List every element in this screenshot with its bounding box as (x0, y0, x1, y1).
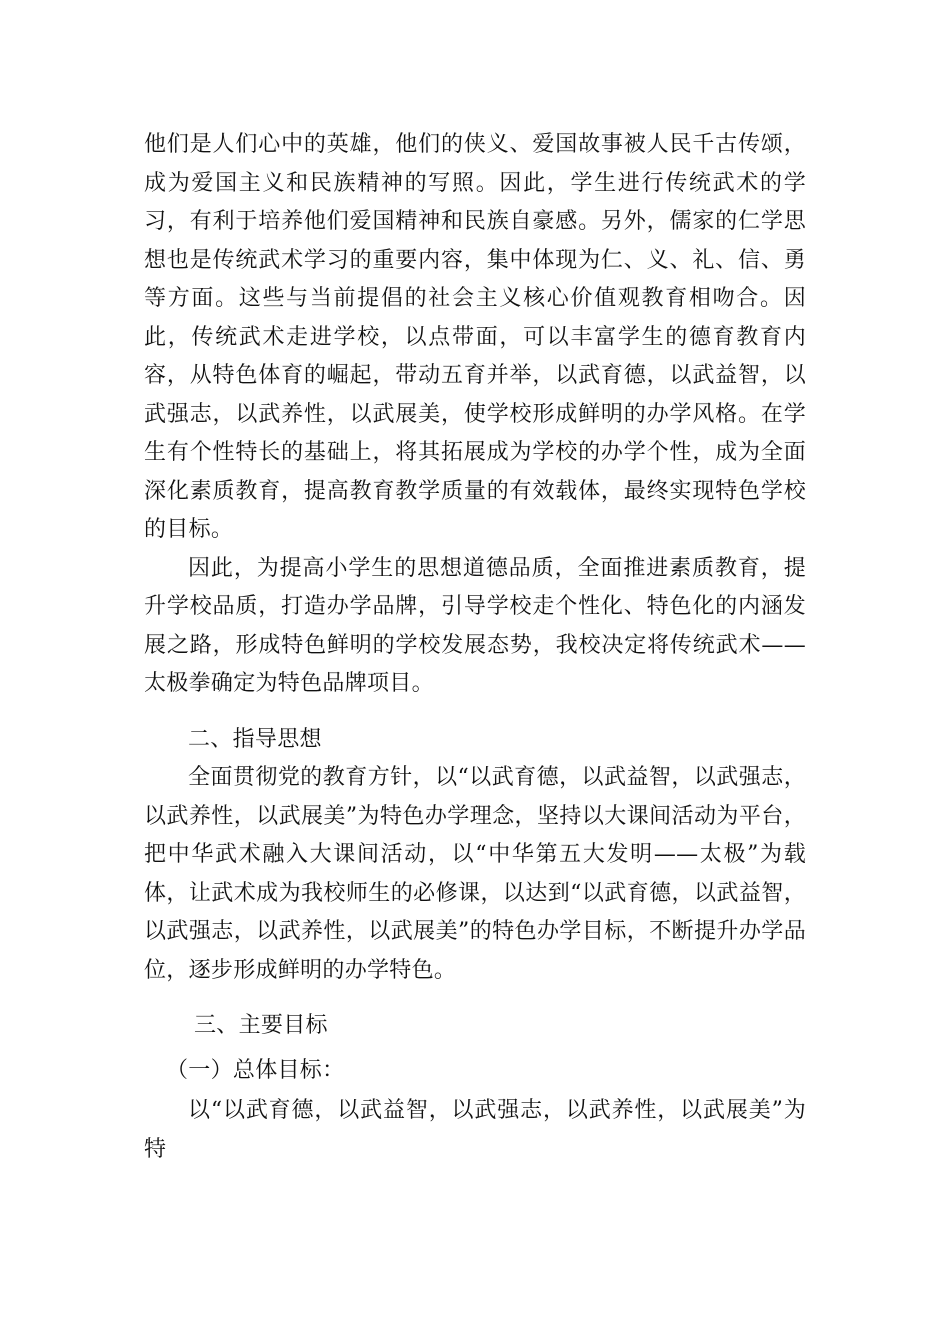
paragraph-conclusion: 因此，为提高小学生的思想道德品质，全面推进素质教育，提升学校品质，打造办学品牌，引导学校走个性化、特色化的内涵发展之路，形成特色鲜明的学校发展态势，我校决定将传统武术——太极拳确定为特色品牌项目。 (144, 555, 806, 696)
section-heading-main-goals: 三、主要目标 (194, 1013, 328, 1038)
subsection-heading-overall-goal: （一）总体目标： (166, 1057, 345, 1083)
document-body (144, 126, 806, 1169)
paragraph-continued: 他们是人们心中的英雄，他们的侠义、爱国故事被人民千古传颂，成为爱国主义和民族精神的写照。因此，学生进行传统武术的学习，有利于培养他们爱国精神和民族自豪感。另外，儒家的仁学思想也是传统武术学习的重要内容，集中体现为仁、义、礼、信、勇等方面。这些与当前提倡的社会主义核心价值观教育相吻合。因此，传统武术走进学校，以点带面，可以丰富学生的德育教育内容，从特色体育的崛起，带动五育并举，以武育德，以武益智，以武强志，以武养性，以武展美，使学校形成鲜明的办学风格。在学生有个性特长的基础上，将其拓展成为学校的办学个性，成为全面深化素质教育，提高教育教学质量的有效载体，最终实现特色学校的目标。 (144, 132, 806, 542)
paragraph-overall-goal: 以“以武育德，以武益智，以武强志，以武养性，以武展美”为特 (144, 1098, 806, 1162)
paragraph-guiding-ideology: 全面贯彻党的教育方针，以“以武育德，以武益智，以武强志，以武养性，以武展美”为特色办学理念，坚持以大课间活动为平台，把中华武术融入大课间活动，以“中华第五大发明——太极”为载体，让武术成为我校师生的必修课，以达到“以武育德，以武益智，以武强志，以武养性，以武展美”的特色办学目标，不断提升办学品位，逐步形成鲜明的办学特色。 (144, 765, 806, 983)
section-heading-guiding-ideology: 二、指导思想 (188, 726, 322, 752)
